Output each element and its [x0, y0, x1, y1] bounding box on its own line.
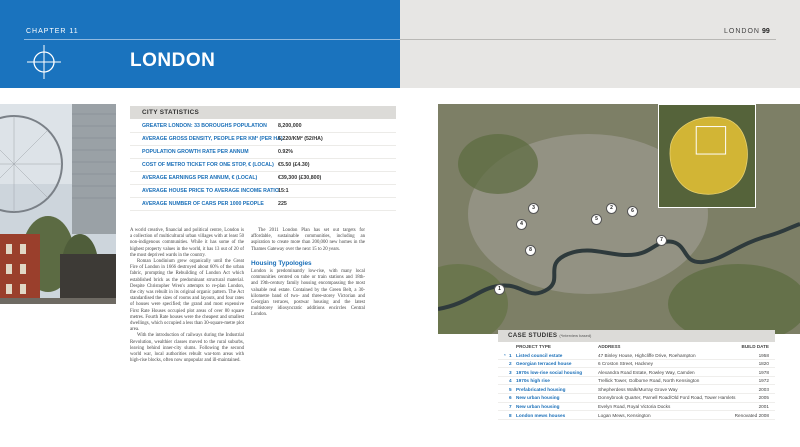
stat-value: 225 [278, 201, 287, 207]
project-type: New urban housing [516, 404, 560, 410]
project-type: Georgian terraced house [516, 361, 572, 367]
body-paragraph: With the introduction of railways during the Industrial Revolution, wealthier classes moved to the rural suburbs, leaving behind inner-city slums. Following the second world war, local authorities rebuilt war-torn areas with high-rise blocks, often now unpopular and ill-maintained. [130, 333, 244, 364]
stat-row [130, 120, 396, 133]
stat-row [130, 198, 396, 211]
case-study-row [498, 368, 775, 377]
page-title: LONDON [130, 50, 216, 71]
interview-marker: * [504, 352, 506, 358]
case-number: 3 [509, 369, 512, 375]
project-type: Listed council estate [516, 352, 563, 358]
stat-value: 5,220/KM² (52/HA) [278, 136, 323, 142]
project-address: 47 Binley House, Highcliffe Drive, Roehampton [598, 352, 696, 358]
stat-label: AVERAGE NUMBER OF CARS PER 1000 PEOPLE [142, 201, 264, 207]
body-paragraph: Roman Londinium grew organically until the Great Fire of London in 1666 destroyed about 60% of the urban fabric, prompting the Rebuilding of London Act which established brick as the predominant structural material. Despite Christopher Wren's attempts to re-plan London, the city was rebuilt in its original organic pattern. The Act standardised the sizes of rooms and layouts, and four rates of houses were specified; the grand and most expensive First Rate Houses occupied plot areas of over 80 square metres. Fourth Rate houses were the cheapest and smallest dwellings, which occupied a less than 30-square-metre plot area. [130, 259, 244, 333]
case-study-row [498, 411, 775, 420]
project-address: Trellick Tower, Golborne Road, North Kensington [598, 378, 700, 384]
case-number: 2 [509, 361, 512, 367]
stat-value: €5.50 (£4.30) [278, 162, 310, 168]
case-study-row [498, 385, 775, 394]
map-pin: 6 [627, 206, 638, 217]
stat-label: GREATER LONDON: 33 BOROUGHS POPULATION [142, 123, 267, 129]
running-title: LONDON [724, 28, 760, 35]
inset-map [658, 104, 756, 208]
crosshair-icon [27, 45, 61, 79]
body-paragraph: London is predominantly low-rise, with many local communities centred on tube or train stations and 18th- and 19th-century family housing encompassing the most valuable real estate. Contained by the Green Belt, a 30-kilometre band of two- and three-storey Victorian and Georgian terraces, postwar housing and the latest multistorey idiosyncratic additions encircles Central London. [251, 269, 365, 318]
column-header-build-date: BUILD DATE [741, 344, 769, 349]
project-address: Donnybrook Quarter, Parnell Road/Old Ford Road, Tower Hamlets [598, 395, 736, 401]
case-studies-column-headers [498, 342, 775, 351]
chapter-rule [24, 39, 400, 40]
case-study-row [498, 351, 775, 360]
stat-row [130, 172, 396, 185]
case-number: 8 [509, 412, 512, 418]
page-number: 99 [762, 28, 770, 35]
body-column-2 [251, 228, 365, 319]
build-date: 2005 [758, 395, 769, 401]
right-header-band [400, 0, 800, 88]
map-pin: 5 [591, 214, 602, 225]
stat-row [130, 159, 396, 172]
project-address: Shepherdess Walk/Murray Grove Way [598, 386, 678, 392]
build-date: 1958 [758, 352, 769, 358]
column-header-project-type: PROJECT TYPE [516, 344, 551, 349]
map-pin: 2 [606, 203, 617, 214]
case-study-row [498, 403, 775, 412]
case-studies-panel [498, 330, 775, 447]
chapter-label: CHAPTER 11 [26, 28, 79, 35]
map-pin: 4 [516, 219, 527, 230]
case-number: 4 [509, 378, 512, 384]
stat-row [130, 133, 396, 146]
london-eye-photo [0, 104, 116, 304]
map-pin: 3 [528, 203, 539, 214]
city-statistics-heading: CITY STATISTICS [130, 106, 396, 119]
build-date: 1978 [758, 369, 769, 375]
stat-label: AVERAGE EARNINGS PER ANNUM, € (LOCAL) [142, 175, 258, 181]
map-pin: 1 [494, 284, 505, 295]
build-date: 2003 [758, 386, 769, 392]
stat-label: COST OF METRO TICKET FOR ONE STOP, € (LOCAL) [142, 162, 274, 168]
project-type: Prefabricated housing [516, 386, 566, 392]
case-studies-note: (*interview based) [559, 333, 592, 338]
project-address: Evelyn Road, Royal Victoria Docks [598, 404, 671, 410]
case-study-row [498, 377, 775, 386]
body-paragraph: The 2011 London Plan has set out targets for affordable, sustainable communities, including an aspiration to create more than 200,000 new homes in the Thames Gateway over the next 15 to 20 years. [251, 228, 365, 252]
running-header-rule [400, 39, 776, 40]
project-type: 1970s low-rise social housing [516, 369, 583, 375]
build-date: 2001 [758, 404, 769, 410]
case-study-row [498, 394, 775, 403]
case-studies-title: CASE STUDIES [508, 332, 558, 339]
project-type: 1970s high rise [516, 378, 550, 384]
map-pin: 8 [525, 245, 536, 256]
city-statistics-table [130, 120, 396, 211]
stat-value: €39,300 (£30,800) [278, 175, 322, 181]
body-paragraph: A world creative, financial and political centre, London is a collection of multicultural urban villages with at least 50 non-indigenous communities. While it has some of the highest property values in the world, it has 13 out of 20 of the most deprived wards in the country. [130, 228, 244, 258]
stat-value: 15:1 [278, 188, 289, 194]
case-number: 5 [509, 386, 512, 392]
stat-row [130, 185, 396, 198]
case-number: 7 [509, 404, 512, 410]
project-address: Logan Mews, Kensington [598, 412, 651, 418]
stat-row [130, 146, 396, 159]
project-type: New urban housing [516, 395, 560, 401]
build-date: 1820 [758, 361, 769, 367]
project-address: Alexandra Road Estate, Rowley Way, Camden [598, 369, 695, 375]
stat-label: AVERAGE HOUSE PRICE TO AVERAGE INCOME RATIO [142, 188, 279, 194]
stat-label: AVERAGE GROSS DENSITY, PEOPLE PER KM² (PER HA) [142, 136, 283, 142]
body-column-1 [130, 228, 244, 364]
case-studies-heading [498, 330, 775, 342]
housing-typologies-heading: Housing Typologies [251, 259, 312, 267]
case-number: 1 [509, 352, 512, 358]
build-date: Renovated 2008 [734, 412, 769, 418]
case-number: 6 [509, 395, 512, 401]
project-address: 6 Croston Street, Hackney [598, 361, 653, 367]
build-date: 1972 [758, 378, 769, 384]
stat-value: 8,200,000 [278, 123, 302, 129]
project-type: London mews houses [516, 412, 566, 418]
case-study-row [498, 360, 775, 369]
stat-label: POPULATION GROWTH RATE PER ANNUM [142, 149, 249, 155]
stat-value: 0.92% [278, 149, 294, 155]
map-pin: 7 [656, 235, 667, 246]
column-header-address: ADDRESS [598, 344, 621, 349]
